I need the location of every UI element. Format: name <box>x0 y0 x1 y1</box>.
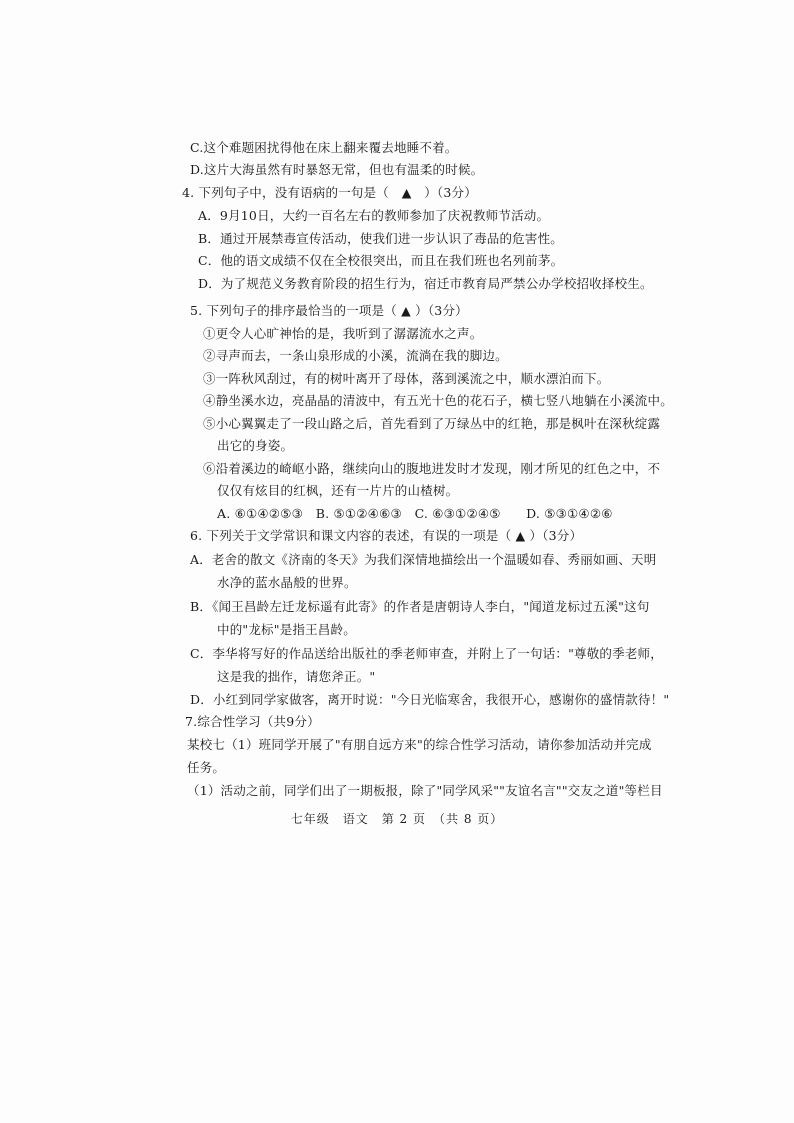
q3-option-c: C.这个难题困扰得他在床上翻来覆去地睡不着。 <box>190 140 458 155</box>
q5-sentence-6-cont: 仅仅有炫目的红枫，还有一片片的山楂树。 <box>217 483 459 498</box>
question-7: 7.综合性学习（共9分） <box>185 714 320 729</box>
q6-option-a-cont: 水净的蓝水晶般的世界。 <box>217 575 357 590</box>
q5-sentence-3: ③一阵秋风刮过，有的树叶离开了母体，落到溪流之中，顺水漂泊而下。 <box>203 371 610 386</box>
q7-intro-cont: 任务。 <box>187 760 226 775</box>
question-4: 4. 下列句子中，没有语病的一句是（ ▲ ）（3分） <box>182 185 477 200</box>
q5-sentence-5-cont: 出它的身姿。 <box>217 438 294 453</box>
q5-choices: A. ⑥①④②⑤③ B. ⑤①②④⑥③ C. ⑥③①②④⑤ D. ⑤③①④②⑥ <box>217 506 613 521</box>
q6-option-c: C．李华将写好的作品送给出版社的季老师审查，并附上了一句话："尊敬的季老师， <box>190 646 663 661</box>
q6-option-b: B．《闻王昌龄左迁龙标遥有此寄》的作者是唐朝诗人李白，"闻道龙标过五溪"这句 <box>190 599 650 614</box>
q6-option-d: D．小红到同学家做客，离开时说："今日光临寒舍，我很开心，感谢你的盛情款待！" <box>190 692 670 707</box>
q4-option-a: A．9月10日，大约一百名左右的教师参加了庆祝教师节活动。 <box>198 208 550 223</box>
page-footer: 七年级 语文 第 2 页 （共 8 页） <box>290 812 504 826</box>
q5-sentence-1: ①更令人心旷神怡的是，我听到了潺潺流水之声。 <box>203 326 483 341</box>
q6-option-c-cont: 这是我的拙作，请您斧正。" <box>217 669 376 684</box>
question-5: 5. 下列句子的排序最恰当的一项是（ ▲ ）（3分） <box>190 303 468 318</box>
q4-option-d: D．为了规范义务教育阶段的招生行为，宿迁市教育局严禁公办学校招收择校生。 <box>198 276 653 291</box>
q3-option-d: D.这片大海虽然有时暴怒无常，但也有温柔的时候。 <box>190 162 484 177</box>
q4-option-c: C．他的语文成绩不仅在全校很突出，而且在我们班也名列前茅。 <box>198 253 564 268</box>
q6-option-b-cont: 中的"龙标"是指王昌龄。 <box>217 622 356 637</box>
q5-sentence-6: ⑥沿着溪边的崎岖小路，继续向山的腹地进发时才发现，刚才所见的红色之中，不 <box>203 461 661 476</box>
q5-sentence-4: ④静坐溪水边，亮晶晶的清波中，有五光十色的花石子，横七竖八地躺在小溪流中。 <box>203 393 673 408</box>
q7-part-1: （1）活动之前，同学们出了一期板报，除了"同学风采""友谊名言""交友之道"等栏目 <box>187 783 663 798</box>
q6-option-a: A．老舍的散文《济南的冬天》为我们深情地描绘出一个温暖如春、秀丽如画、天明 <box>190 552 657 567</box>
question-6: 6. 下列关于文学常识和课文内容的表述，有误的一项是（ ▲ ）（3分） <box>190 528 583 543</box>
q5-sentence-2: ②寻声而去，一条山泉形成的小溪，流淌在我的脚边。 <box>203 348 508 363</box>
q7-intro: 某校七（1）班同学开展了"有朋自远方来"的综合性学习活动，请你参加活动并完成 <box>187 737 652 752</box>
q4-option-b: B．通过开展禁毒宣传活动，使我们进一步认识了毒品的危害性。 <box>198 231 563 246</box>
q5-sentence-5: ⑤小心翼翼走了一段山路之后，首先看到了万绿丛中的红艳，那是枫叶在深秋绽露 <box>203 416 661 431</box>
